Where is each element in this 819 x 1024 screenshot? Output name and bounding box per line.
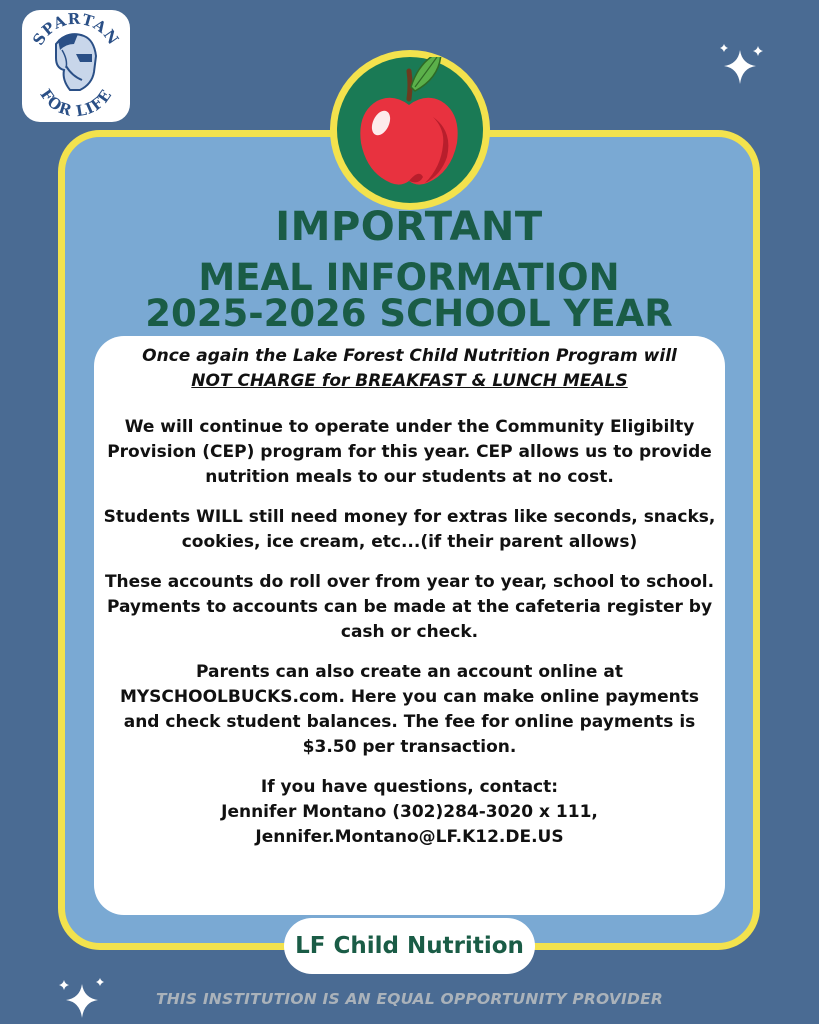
footer-disclaimer: THIS INSTITUTION IS AN EQUAL OPPORTUNITY PROVIDER xyxy=(155,990,664,1008)
brand-label: LF Child Nutrition xyxy=(284,918,535,974)
apple-badge xyxy=(330,50,490,210)
cep-paragraph: We will continue to operate under the Community Eligibilty Provision (CEP) program for this year. CEP allows us to provide nutrition meals to our students at no cost. xyxy=(107,417,712,487)
intro-line-2-no-charge: NOT CHARGE for BREAKFAST & LUNCH MEALS xyxy=(191,371,628,391)
online-paragraph: Parents can also create an account online at MYSCHOOLBUCKS.com. Here you can make online payments and check student balances. The fee for online payments is $3.50 per transaction. xyxy=(119,662,700,757)
extras-paragraph: Students WILL still need money for extras like seconds, snacks, cookies, ice cream, etc...(if their parent allows) xyxy=(103,507,716,552)
intro-line-1: Once again the Lake Forest Child Nutrition Program will xyxy=(142,346,677,366)
spartan-helmet-icon xyxy=(22,10,130,122)
sparkle-icon xyxy=(716,44,766,90)
contact-name-phone: Jennifer Montano (302)284-3020 x 111, xyxy=(221,802,598,822)
info-card xyxy=(94,336,725,915)
contact-email: Jennifer.Montano@LF.K12.DE.US xyxy=(255,827,564,847)
contact-label: If you have questions, contact: xyxy=(260,777,559,797)
headline-school-year: 2025-2026 SCHOOL YEAR xyxy=(145,292,673,335)
apple-icon xyxy=(337,57,483,203)
logo-top-text: SPARTAN xyxy=(29,10,123,49)
contact-block xyxy=(100,775,719,850)
spartan-logo xyxy=(22,10,130,122)
headline-meal-information: MEAL INFORMATION xyxy=(198,256,620,299)
logo-bottom-text: FOR LIFE xyxy=(36,85,116,121)
accounts-paragraph: These accounts do roll over from year to year, school to school. Payments to accounts can be made at the cafeteria register by cash or check. xyxy=(104,572,715,642)
headline-important: IMPORTANT xyxy=(275,204,543,250)
intro-text xyxy=(100,344,719,394)
